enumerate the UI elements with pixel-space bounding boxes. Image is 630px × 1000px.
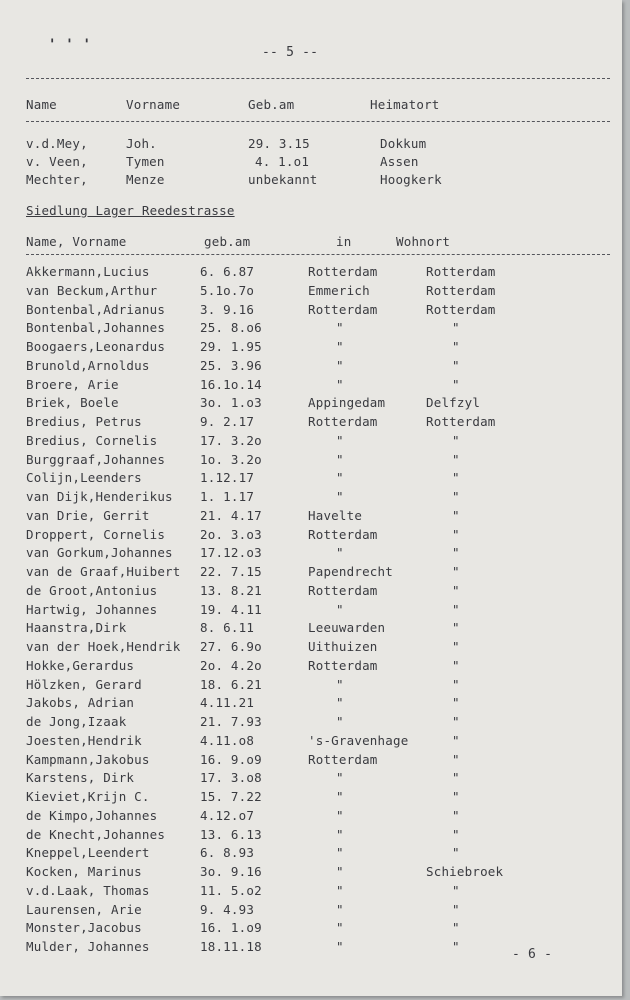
table-row: [0, 490, 622, 508]
table-row: [0, 771, 622, 789]
birthplace: ": [336, 864, 344, 879]
table-row: [0, 921, 622, 939]
t1-heimatort: Assen: [380, 154, 419, 169]
residence: Rotterdam: [426, 414, 496, 429]
t1-vorname: Menze: [126, 172, 165, 187]
birth-date: 3o. 9.16: [200, 864, 262, 879]
resident-name: Bredius, Petrus: [26, 414, 142, 429]
birthplace: ": [336, 358, 344, 373]
table-row: [0, 565, 622, 583]
birthplace: ": [336, 470, 344, 485]
resident-name: Kocken, Marinus: [26, 864, 142, 879]
birth-date: 13. 8.21: [200, 583, 262, 598]
residence: ": [452, 770, 460, 785]
birth-date: 1.12.17: [200, 470, 255, 485]
birthplace: ": [336, 920, 344, 935]
residence: ": [452, 789, 460, 804]
birth-date: 11. 5.o2: [200, 883, 262, 898]
birthplace: ": [336, 902, 344, 917]
birthplace: ": [336, 883, 344, 898]
birth-date: 29. 1.95: [200, 339, 262, 354]
table-row: [0, 809, 622, 827]
birthplace: Uithuizen: [308, 639, 378, 654]
birth-date: 22. 7.15: [200, 564, 262, 579]
birth-date: 25. 3.96: [200, 358, 262, 373]
col-header-gebam: Geb.am: [248, 97, 295, 112]
table-row: [0, 734, 622, 752]
birth-date: 17.12.o3: [200, 545, 262, 560]
table-row: [0, 453, 622, 471]
residence: ": [452, 620, 460, 635]
resident-name: van Dijk,Henderikus: [26, 489, 173, 504]
residence: ": [452, 564, 460, 579]
resident-name: de Kimpo,Johannes: [26, 808, 158, 823]
separator-line: [26, 121, 610, 122]
resident-name: van Gorkum,Johannes: [26, 545, 173, 560]
resident-name: Kampmann,Jakobus: [26, 752, 150, 767]
birth-date: 9. 4.93: [200, 902, 255, 917]
resident-name: Bredius, Cornelis: [26, 433, 158, 448]
table-row: [0, 340, 622, 358]
birthplace: Rotterdam: [308, 752, 378, 767]
birth-date: 5.1o.7o: [200, 283, 255, 298]
t1-name: Mechter,: [26, 172, 88, 187]
birthplace: ": [336, 377, 344, 392]
residence: ": [452, 377, 460, 392]
resident-name: van de Graaf,Huibert: [26, 564, 181, 579]
birth-date: 4.11.o8: [200, 733, 255, 748]
resident-name: de Groot,Antonius: [26, 583, 158, 598]
col-header-vorname: Vorname: [126, 97, 181, 112]
resident-name: de Jong,Izaak: [26, 714, 127, 729]
resident-name: Kneppel,Leendert: [26, 845, 150, 860]
table-row: [0, 884, 622, 902]
table-row: [0, 378, 622, 396]
birth-date: 2o. 3.o3: [200, 527, 262, 542]
resident-name: Mulder, Johannes: [26, 939, 150, 954]
table-row: [0, 865, 622, 883]
col-header-heimatort: Heimatort: [370, 97, 440, 112]
residence: ": [452, 902, 460, 917]
birthplace: ": [336, 433, 344, 448]
birthplace: ": [336, 602, 344, 617]
table-row: [0, 528, 622, 546]
resident-name: v.d.Laak, Thomas: [26, 883, 150, 898]
residence: ": [452, 752, 460, 767]
table-row: [0, 678, 622, 696]
table-row: [0, 303, 622, 321]
residence: ": [452, 827, 460, 842]
birth-date: 18.11.18: [200, 939, 262, 954]
birthplace: ": [336, 545, 344, 560]
birth-date: 13. 6.13: [200, 827, 262, 842]
resident-name: Hölzken, Gerard: [26, 677, 142, 692]
table-row: [0, 659, 622, 677]
table-row: [0, 509, 622, 527]
resident-name: van Drie, Gerrit: [26, 508, 150, 523]
t1-name: v. Veen,: [26, 154, 88, 169]
resident-name: Monster,Jacobus: [26, 920, 142, 935]
table-row: [0, 715, 622, 733]
birth-date: 25. 8.o6: [200, 320, 262, 335]
birth-date: 4.12.o7: [200, 808, 255, 823]
residence: ": [452, 695, 460, 710]
resident-name: Kieviet,Krijn C.: [26, 789, 150, 804]
page-number-top: -- 5 --: [262, 45, 319, 60]
residence: ": [452, 489, 460, 504]
col-header-wohnort: Wohnort: [396, 234, 451, 249]
residence: ": [452, 658, 460, 673]
birth-date: 19. 4.11: [200, 602, 262, 617]
residence: Rotterdam: [426, 302, 496, 317]
birth-date: 21. 7.93: [200, 714, 262, 729]
resident-name: de Knecht,Johannes: [26, 827, 166, 842]
resident-name: Joesten,Hendrik: [26, 733, 142, 748]
birthplace: ": [336, 770, 344, 785]
birth-date: 3. 9.16: [200, 302, 255, 317]
residence: ": [452, 602, 460, 617]
birthplace: Havelte: [308, 508, 363, 523]
resident-name: Brunold,Arnoldus: [26, 358, 150, 373]
t1-heimatort: Hoogkerk: [380, 172, 442, 187]
birthplace: ": [336, 714, 344, 729]
table-row: [0, 396, 622, 414]
section-title: Siedlung Lager Reedestrasse: [26, 203, 235, 218]
residence: Rotterdam: [426, 264, 496, 279]
table-row: [0, 846, 622, 864]
corner-marks: ' ' ': [48, 37, 92, 53]
birthplace: Rotterdam: [308, 302, 378, 317]
birthplace: Papendrecht: [308, 564, 393, 579]
t1-gebam: unbekannt: [248, 172, 318, 187]
residence: ": [452, 733, 460, 748]
residence: ": [452, 845, 460, 860]
birth-date: 15. 7.22: [200, 789, 262, 804]
resident-name: Burggraaf,Johannes: [26, 452, 166, 467]
residence: ": [452, 920, 460, 935]
table-row: [0, 753, 622, 771]
resident-name: Laurensen, Arie: [26, 902, 142, 917]
table-row: [0, 321, 622, 339]
residence: Delfzyl: [426, 395, 481, 410]
table-row: [0, 415, 622, 433]
resident-name: van der Hoek,Hendrik: [26, 639, 181, 654]
birthplace: ": [336, 489, 344, 504]
table-row: [0, 471, 622, 489]
birthplace: ": [336, 452, 344, 467]
birth-date: 6. 6.87: [200, 264, 255, 279]
birth-date: 4.11.21: [200, 695, 255, 710]
separator-line: [26, 254, 610, 255]
birthplace: ": [336, 677, 344, 692]
residence: Rotterdam: [426, 283, 496, 298]
table-row: [0, 603, 622, 621]
resident-name: Hartwig, Johannes: [26, 602, 158, 617]
resident-name: Akkermann,Lucius: [26, 264, 150, 279]
residence: ": [452, 545, 460, 560]
table-row: [0, 284, 622, 302]
resident-name: Bontenbal,Johannes: [26, 320, 166, 335]
residence: ": [452, 470, 460, 485]
birth-date: 9. 2.17: [200, 414, 255, 429]
residence: ": [452, 714, 460, 729]
residence: ": [452, 808, 460, 823]
birth-date: 6. 8.93: [200, 845, 255, 860]
birthplace: Leeuwarden: [308, 620, 386, 635]
residence: ": [452, 320, 460, 335]
col-header-in: in: [336, 234, 352, 249]
birth-date: 16. 9.o9: [200, 752, 262, 767]
table-row: [0, 903, 622, 921]
birthplace: ": [336, 808, 344, 823]
resident-name: Broere, Arie: [26, 377, 119, 392]
residence: ": [452, 527, 460, 542]
birthplace: Rotterdam: [308, 583, 378, 598]
col-header-name: Name: [26, 97, 57, 112]
table-row: [0, 790, 622, 808]
birthplace: 's-Gravenhage: [308, 733, 409, 748]
birth-date: 8. 6.11: [200, 620, 255, 635]
resident-name: Bontenbal,Adrianus: [26, 302, 166, 317]
birthplace: ": [336, 339, 344, 354]
t1-heimatort: Dokkum: [380, 136, 427, 151]
resident-name: Jakobs, Adrian: [26, 695, 135, 710]
table-row: [0, 584, 622, 602]
residence: ": [452, 583, 460, 598]
birthplace: Rotterdam: [308, 658, 378, 673]
table-row: [0, 640, 622, 658]
table-row: [0, 265, 622, 283]
birthplace: ": [336, 845, 344, 860]
birth-date: 2o. 4.2o: [200, 658, 262, 673]
birth-date: 3o. 1.o3: [200, 395, 262, 410]
birth-date: 17. 3.2o: [200, 433, 262, 448]
resident-name: Haanstra,Dirk: [26, 620, 127, 635]
birth-date: 18. 6.21: [200, 677, 262, 692]
birth-date: 17. 3.o8: [200, 770, 262, 785]
t1-gebam: 4. 1.o1: [255, 154, 310, 169]
resident-name: van Beckum,Arthur: [26, 283, 158, 298]
resident-name: Karstens, Dirk: [26, 770, 135, 785]
table-row: [0, 546, 622, 564]
residence: ": [452, 639, 460, 654]
birth-date: 27. 6.9o: [200, 639, 262, 654]
residence: ": [452, 883, 460, 898]
birthplace: Rotterdam: [308, 527, 378, 542]
birth-date: 21. 4.17: [200, 508, 262, 523]
birth-date: 1o. 3.2o: [200, 452, 262, 467]
resident-name: Droppert, Cornelis: [26, 527, 166, 542]
table-row: [0, 696, 622, 714]
birth-date: 16. 1.o9: [200, 920, 262, 935]
birthplace: ": [336, 939, 344, 954]
birth-date: 1. 1.17: [200, 489, 255, 504]
residence: ": [452, 452, 460, 467]
t1-name: v.d.Mey,: [26, 136, 88, 151]
residence: Schiebroek: [426, 864, 504, 879]
t1-vorname: Tymen: [126, 154, 165, 169]
birthplace: Rotterdam: [308, 264, 378, 279]
t1-vorname: Joh.: [126, 136, 157, 151]
col-header-name-vorname: Name, Vorname: [26, 234, 127, 249]
birthplace: Appingedam: [308, 395, 386, 410]
resident-name: Briek, Boele: [26, 395, 119, 410]
page-number-bottom: - 6 -: [512, 947, 553, 962]
residence: ": [452, 358, 460, 373]
resident-name: Colijn,Leenders: [26, 470, 142, 485]
birthplace: ": [336, 827, 344, 842]
residence: ": [452, 433, 460, 448]
birthplace: ": [336, 789, 344, 804]
birth-date: 16.1o.14: [200, 377, 262, 392]
col-header-gebam: geb.am: [204, 234, 251, 249]
t1-gebam: 29. 3.15: [248, 136, 310, 151]
table-row: [0, 621, 622, 639]
separator-line: [26, 78, 610, 79]
residence: ": [452, 677, 460, 692]
residence: ": [452, 939, 460, 954]
birthplace: Rotterdam: [308, 414, 378, 429]
table-row: [0, 828, 622, 846]
residence: ": [452, 508, 460, 523]
table-row: [0, 434, 622, 452]
birthplace: ": [336, 695, 344, 710]
birthplace: Emmerich: [308, 283, 370, 298]
resident-name: Boogaers,Leonardus: [26, 339, 166, 354]
table-row: [0, 359, 622, 377]
residence: ": [452, 339, 460, 354]
birthplace: ": [336, 320, 344, 335]
resident-name: Hokke,Gerardus: [26, 658, 135, 673]
